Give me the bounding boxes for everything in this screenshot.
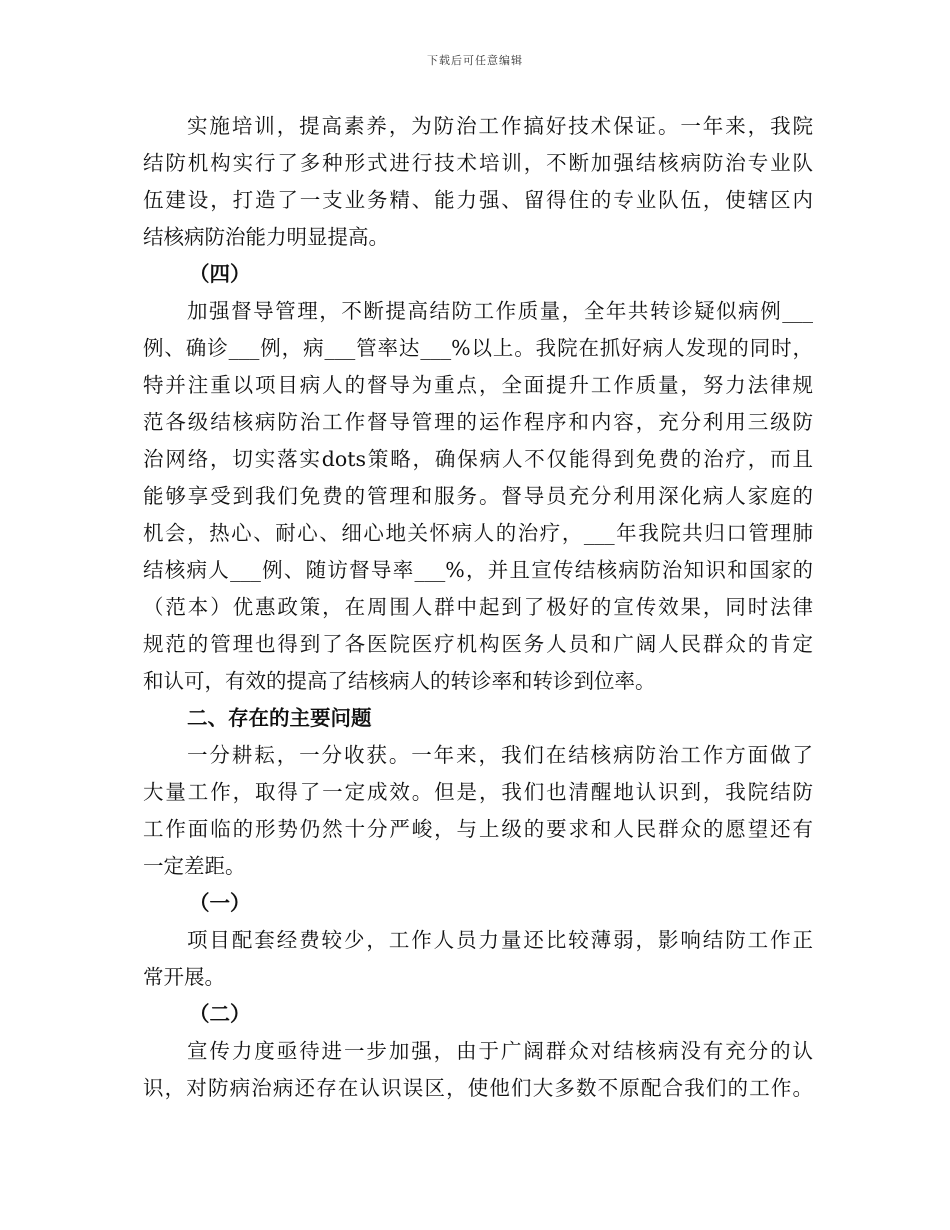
text-line: 规范的管理也得到了各医院医疗机构医务人员和广阔人民群众的肯定 [143, 632, 813, 656]
text-line: 一定差距。 [143, 854, 246, 878]
section-subheading: （二） [189, 1002, 251, 1026]
page-header: 下载后可任意编辑 [427, 54, 523, 67]
text-line: 结核病防治能力明显提高。 [143, 225, 389, 249]
text-line: 特并注重以项目病人的督导为重点，全面提升工作质量，努力法律规 [143, 373, 813, 397]
text-line: （范本）优惠政策，在周围人群中起到了极好的宣传效果，同时法律 [143, 595, 813, 619]
text-line: 治网络，切实落实dots策略，确保病人不仅能得到免费的治疗，而且 [143, 447, 813, 471]
text-line: 项目配套经费较少，工作人员力量还比较薄弱，影响结防工作正 [187, 928, 813, 952]
text-line: 宣传力度亟待进一步加强，由于广阔群众对结核病没有充分的认 [187, 1039, 813, 1063]
text-line: 一分耕耘，一分收获。一年来，我们在结核病防治工作方面做了 [187, 743, 813, 767]
text-line: 结防机构实行了多种形式进行技术培训，不断加强结核病防治专业队 [143, 151, 813, 175]
section-heading: 二、存在的主要问题 [187, 706, 372, 730]
text-line: 例、确诊___例，病___管率达___%以上。我院在抓好病人发现的同时， [143, 336, 813, 360]
document-body [143, 108, 813, 1107]
text-line: 范各级结核病防治工作督导管理的运作程序和内容，充分利用三级防 [143, 410, 813, 434]
text-line: 工作面临的形势仍然十分严峻，与上级的要求和人民群众的愿望还有 [143, 817, 813, 841]
section-subheading: （一） [189, 891, 251, 915]
text-line: 大量工作，取得了一定成效。但是，我们也清醒地认识到，我院结防 [143, 780, 813, 804]
section-subheading: （四） [189, 262, 251, 286]
text-line: 和认可，有效的提高了结核病人的转诊率和转诊到位率。 [143, 669, 656, 693]
text-line: 伍建设，打造了一支业务精、能力强、留得住的专业队伍，使辖区内 [143, 188, 813, 212]
text-line: 实施培训，提高素养，为防治工作搞好技术保证。一年来，我院 [187, 114, 813, 138]
text-line: 结核病人___例、随访督导率___%，并且宣传结核病防治知识和国家的 [143, 558, 813, 582]
text-line: 机会，热心、耐心、细心地关怀病人的治疗，___年我院共归口管理肺 [143, 521, 813, 545]
text-line: 常开展。 [143, 965, 225, 989]
text-line: 能够享受到我们免费的管理和服务。督导员充分利用深化病人家庭的 [143, 484, 813, 508]
text-line: 加强督导管理，不断提高结防工作质量，全年共转诊疑似病例___ [187, 299, 813, 323]
text-line: 识，对防病治病还存在认识误区，使他们大多数不原配合我们的工作。 [143, 1076, 813, 1100]
